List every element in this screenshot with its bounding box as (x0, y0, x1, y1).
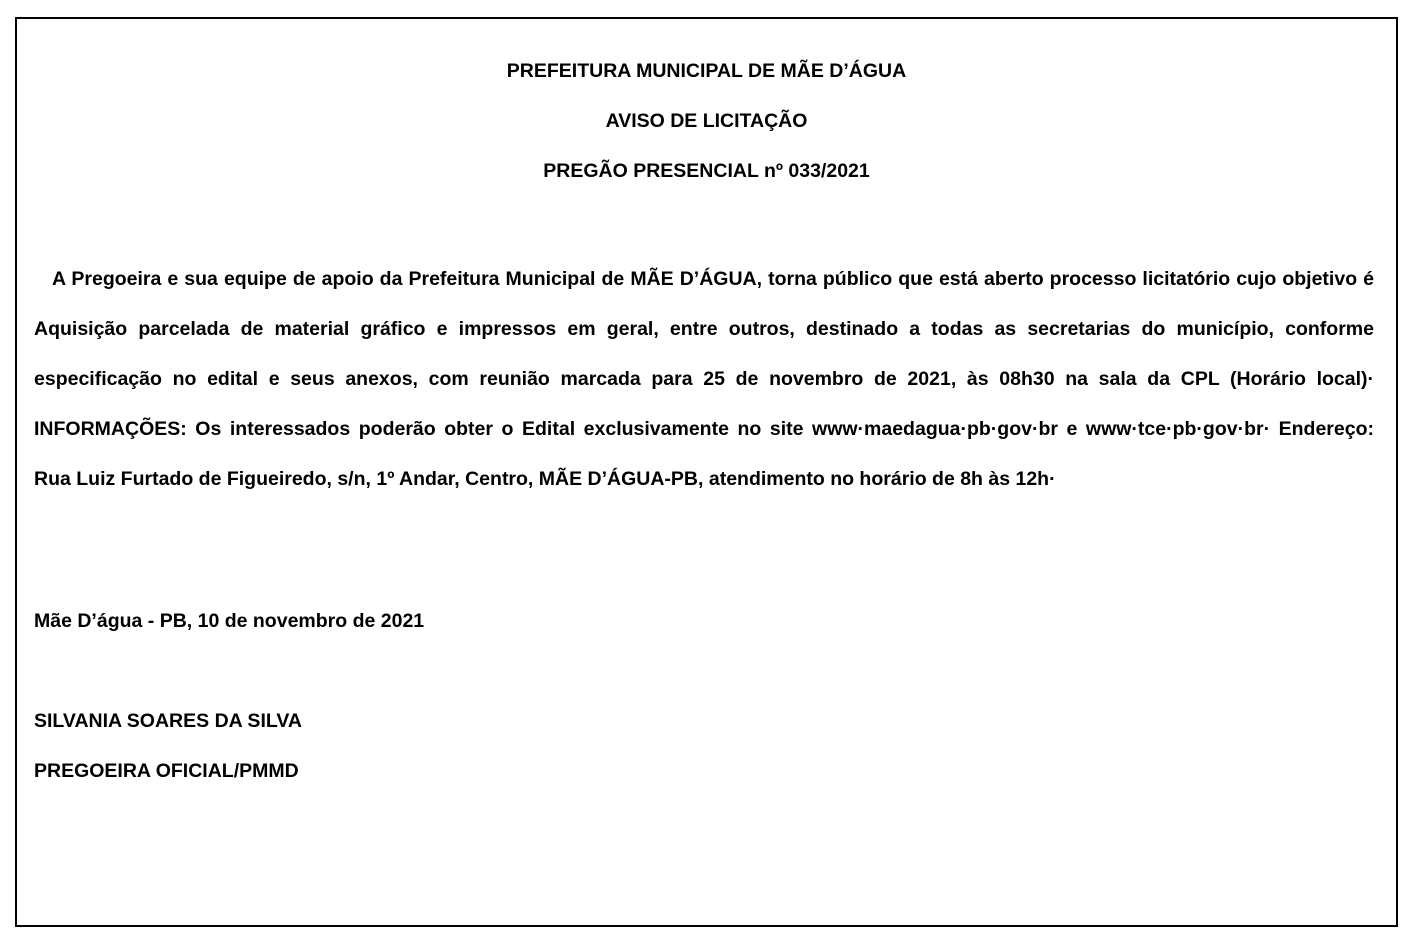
signer-role: PREGOEIRA OFICIAL/PMMD (34, 760, 299, 782)
org-title: PREFEITURA MUNICIPAL DE MÃE D’ÁGUA (506, 60, 907, 82)
notice-box (15, 17, 1398, 927)
notice-type: AVISO DE LICITAÇÃO (605, 110, 808, 132)
notice-paragraph: A Pregoeira e sua equipe de apoio da Prefeitura Municipal de MÃE D’ÁGUA, torna público que está aberto processo licitatório cujo objetivo é Aquisição parcelada de material gráfico e impressos em geral, entre outros, destinado a todas as secretarias do município, conforme especificação no edital e seus anexos, com reunião marcada para 25 de novembro de 2021, às 08h30 na sala da CPL (Horário local)· INFORMAÇÕES: Os interessados poderão obter o Edital exclusivamente no site www·maedagua·pb·gov·br e www·tce·pb·gov·br· Endereço: Rua Luiz Furtado de Figueiredo, s/n, 1º Andar, Centro, MÃE D’ÁGUA-PB, atendimento no horário de 8h às 12h· (34, 268, 1374, 490)
signer-name: SILVANIA SOARES DA SILVA (34, 710, 302, 732)
place-date: Mãe D’água - PB, 10 de novembro de 2021 (34, 610, 425, 632)
process-number: PREGÃO PRESENCIAL nº 033/2021 (543, 160, 870, 182)
